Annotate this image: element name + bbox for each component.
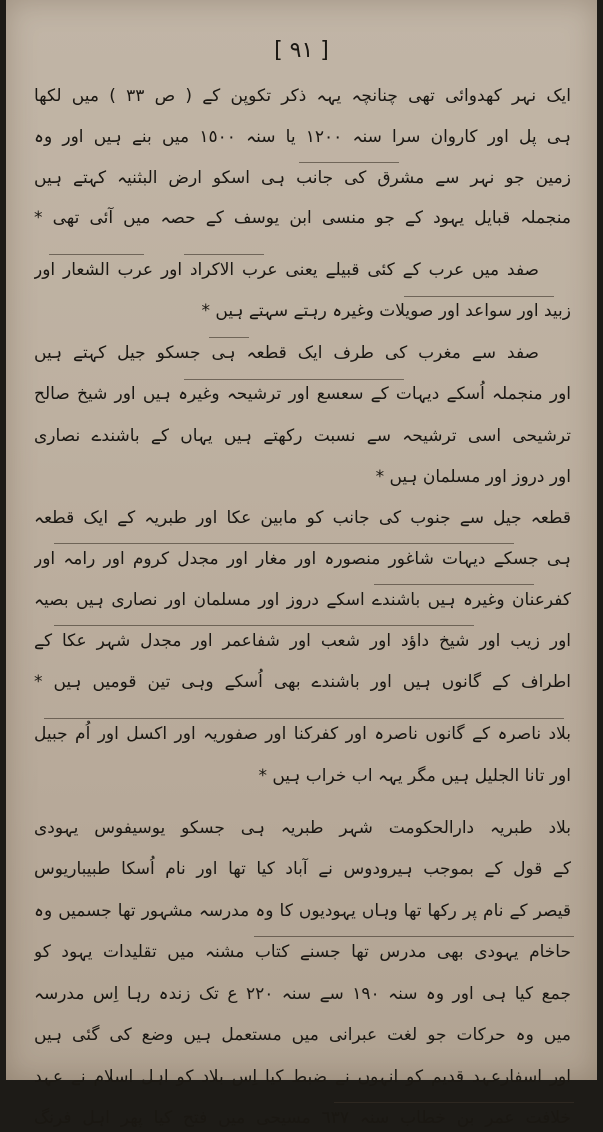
text-line: قطعہ جیل سے جنوب کی جانب کو مابین عکا اور طبریہ کے ایک قطعہ	[34, 508, 571, 528]
name-overline	[209, 337, 249, 338]
text-line: حاخام یہودی بھی مدرس تھا جسنے کتاب مشنہ میں تقلیدات یہود کو	[34, 942, 571, 962]
text-line: خلافت عمر بن خطاب سنہ ٦٣٧ مسیحی میں فتح کیا پھر اہل فرنگ	[34, 1108, 571, 1128]
text-line: زبید اور سواعد اور صویلات وغیرہ رہتے سہتے ہیں *	[201, 301, 571, 321]
text-line: ایک نہر کھدوائی تھی چنانچہ یہہ ذکر تکوپن کے ( ص ٣٣ ) میں لکھا	[34, 86, 571, 106]
text-line: کے قول کے بموجب ہیرودوس نے آباد کیا تھا اور نام اُسکا طبیباریوس	[34, 859, 571, 879]
text-line: اور منجملہ اُسکے دیہات کے سعسع اور ترشیحہ وغیرہ ہیں اور شیخ صالح	[34, 384, 571, 404]
text-line: زمین جو نہر سے مشرق کی جانب ہی اسکو ارض البثنیہ کہتے ہیں	[34, 168, 571, 188]
name-overline	[254, 936, 574, 937]
text-line: اور اسفارعہد قدیم کو انہوں نے ضبط کیا اِس بلاد کو اہل اسلام نے عہد	[34, 1067, 571, 1087]
text-line: اور دروز اور مسلمان ہیں *	[375, 467, 571, 487]
name-overline	[374, 584, 534, 585]
name-overline	[404, 296, 554, 297]
text-line: ترشیحی اسی ترشیحہ سے نسبت رکھتے ہیں یہاں کے باشندے نصاری	[34, 426, 571, 446]
name-overline	[54, 543, 514, 544]
text-line: اطراف کے گانوں ہیں اور باشندے بھی اُسکے وہی تین قومیں ہیں *	[34, 672, 571, 692]
name-overline	[54, 625, 474, 626]
text-line: منجملہ قبایل یہود کے جو منسی ابن یوسف کے حصہ میں آئی تھی *	[34, 208, 571, 228]
name-overline	[44, 718, 564, 719]
name-overline	[184, 379, 404, 380]
text-line: میں وہ حرکات جو لغت عبرانی میں مستعمل ہیں وضع کی گئی ہیں	[34, 1025, 571, 1045]
name-overline	[184, 254, 264, 255]
book-page	[6, 0, 597, 1128]
text-line: بلاد طبریہ دارالحکومت شہر طبریہ ہی جسکو یوسیفوس یہودی	[34, 818, 571, 838]
text-line: صفد میں عرب کے کئی قبیلے یعنی عرب الاکراد اور عرب الشعار اور	[34, 260, 539, 280]
name-overline	[299, 162, 399, 163]
text-line: ہی جسکے دیہات شاغور منصورہ اور مغار اور مجدل کروم اور رامہ اور	[34, 549, 571, 569]
name-overline	[334, 1102, 574, 1103]
text-line: ہی پل اور کاروان سرا سنہ ١٢٠٠ یا سنہ ١٥٠٠ میں بنے ہیں اور وہ	[34, 127, 571, 147]
text-line: کفرعنان وغیرہ ہیں باشندے اسکے دروز اور مسلمان اور نصاری ہیں بصیہ	[34, 590, 571, 610]
text-line: قیصر کے نام پر رکھا تھا وہاں یہودیوں کا وہ مدرسہ مشہور تھا جسمیں وہ	[34, 901, 571, 921]
text-line: صفد سے مغرب کی طرف ایک قطعہ ہی جسکو جیل کہتے ہیں	[34, 343, 539, 363]
name-overline	[49, 254, 144, 255]
text-line: جمع کیا ہی اور وہ سنہ ١٩٠ سے سنہ ٢٢٠ ع تک زندہ رہا اِس مدرسہ	[34, 984, 571, 1004]
text-line: بلاد ناصرہ کے گانوں ناصرہ اور کفرکنا اور صفوریہ اور اکسل اور اُم جبیل	[34, 724, 571, 744]
text-line: اور تانا الجلیل ہیں مگر یہہ اب خراب ہیں *	[258, 766, 571, 786]
page-number: [ ٩١ ]	[274, 38, 329, 63]
text-line: اور زیب اور شیخ داؤد اور شعب اور شفاعمر اور مجدل شہر عکا کے	[34, 631, 571, 651]
